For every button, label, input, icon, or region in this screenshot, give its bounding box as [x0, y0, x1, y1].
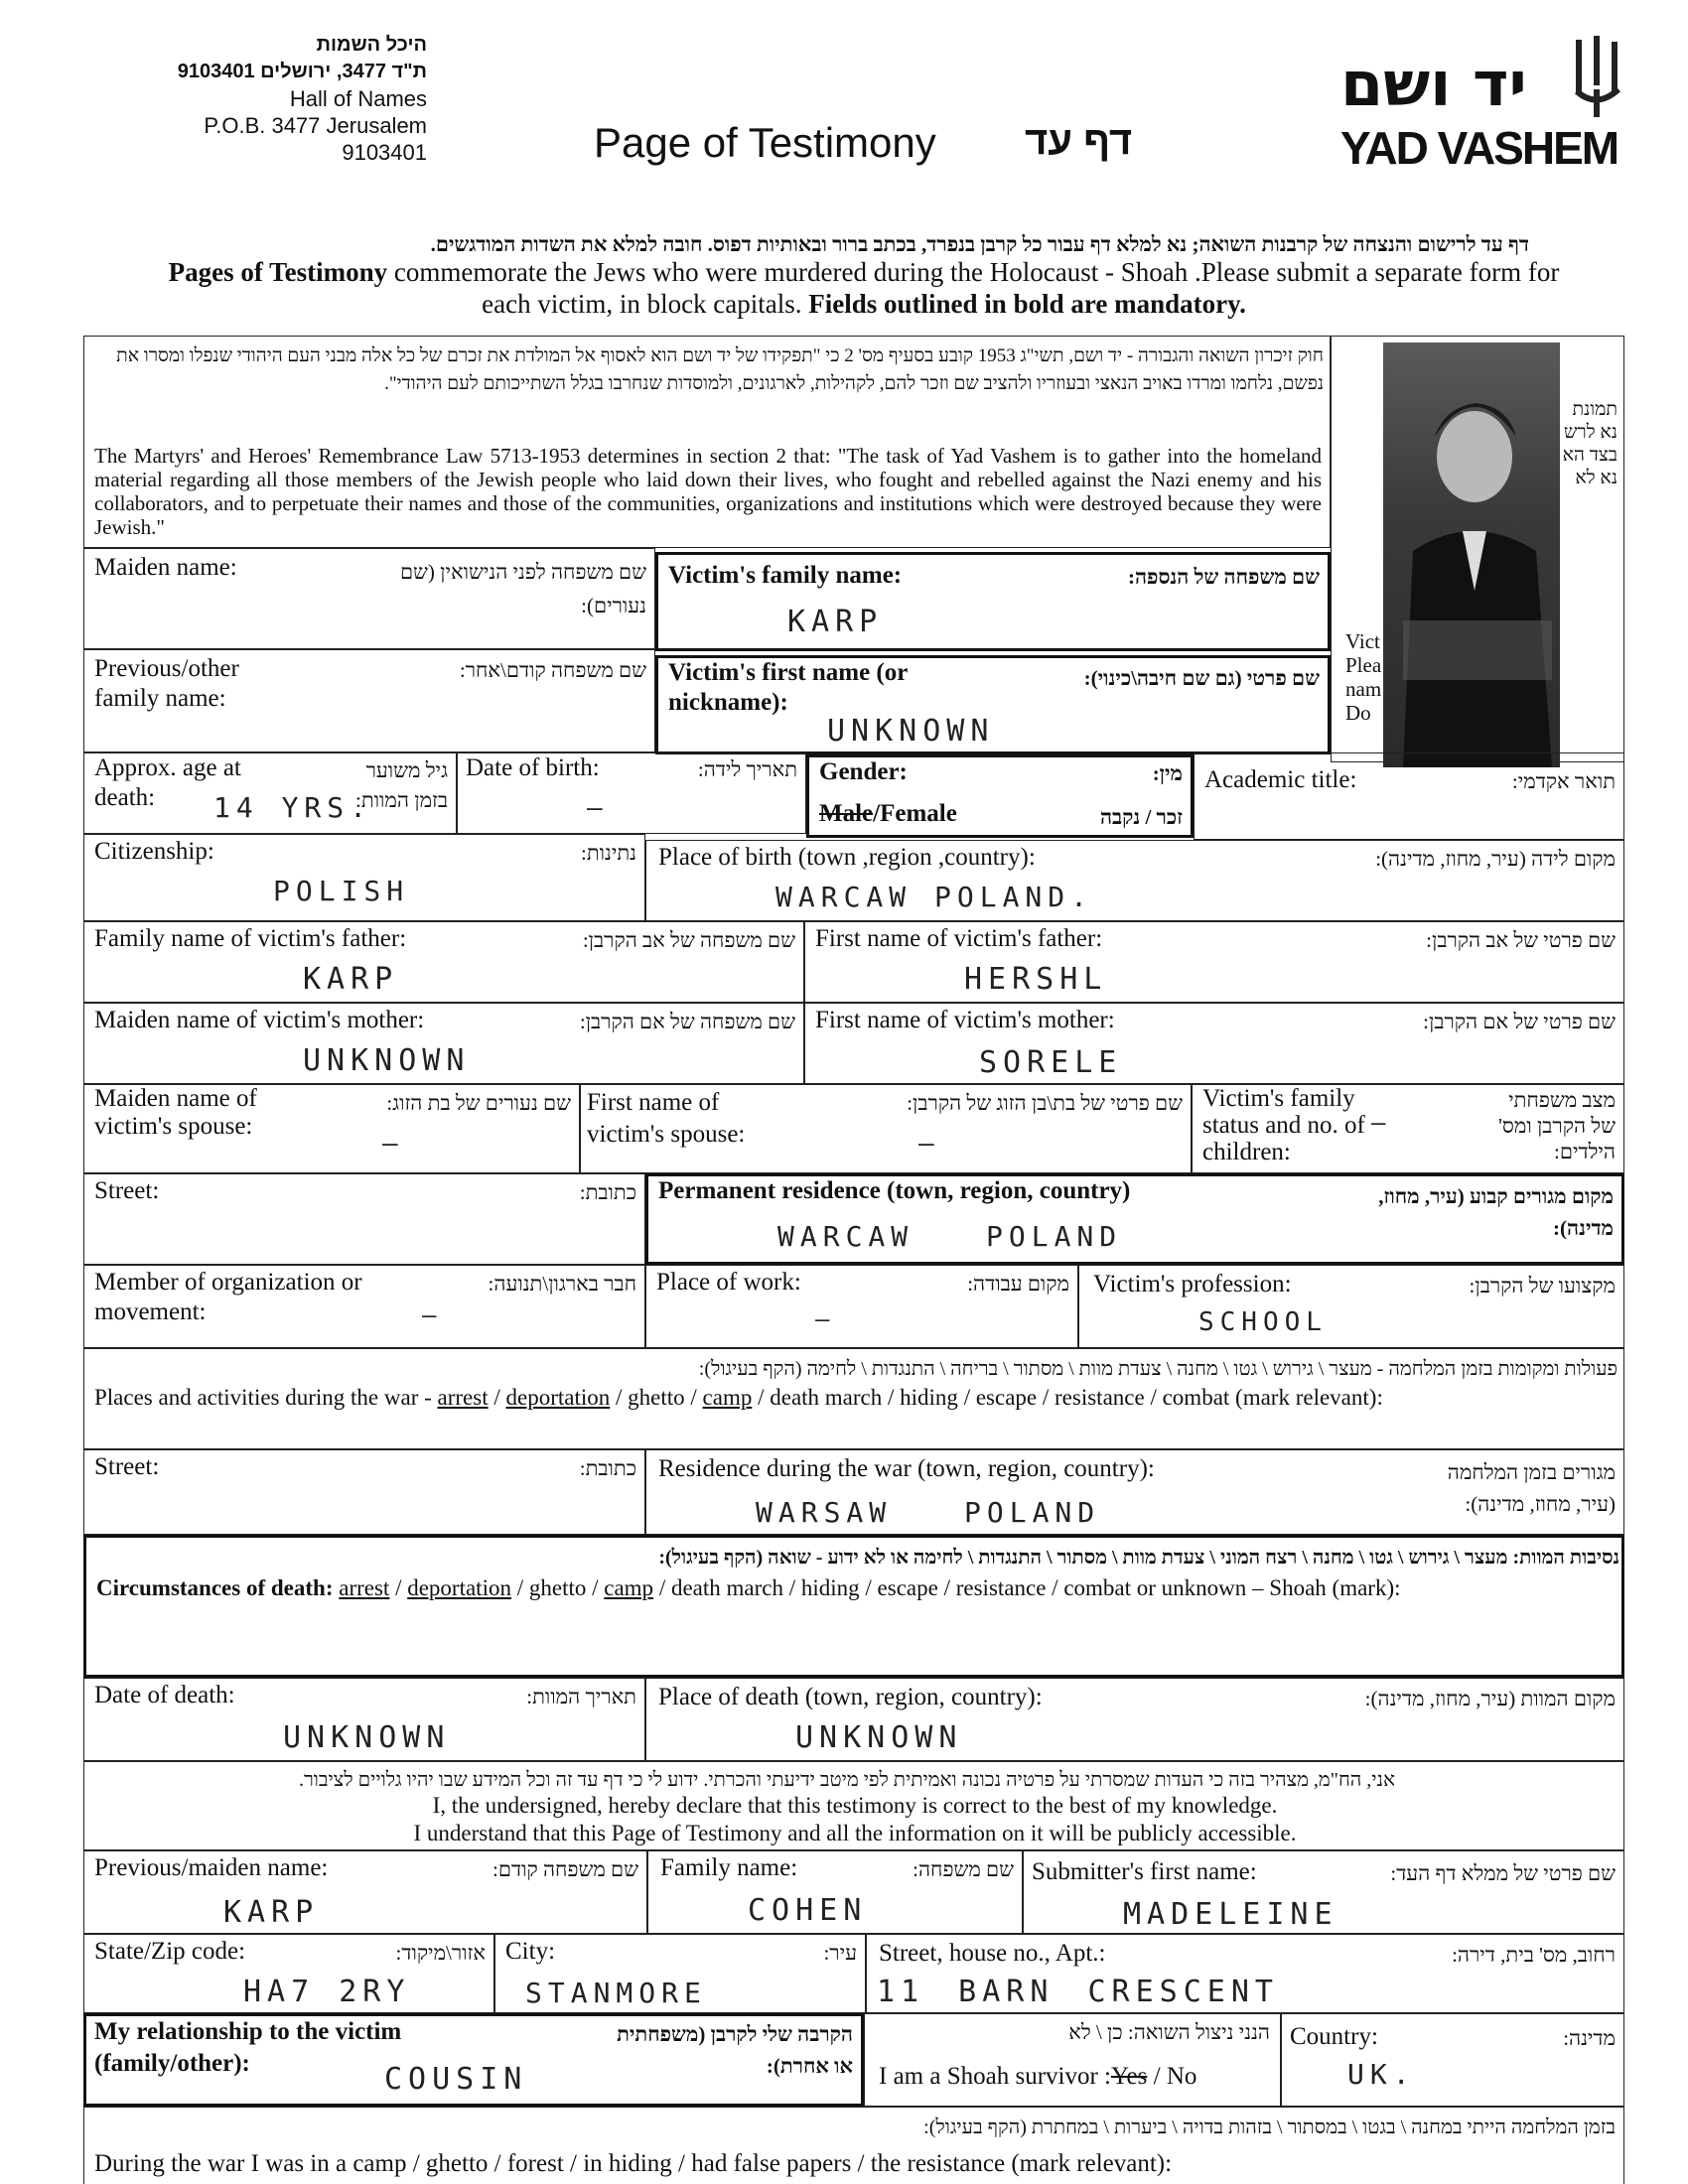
intro-bold: Pages of Testimony	[168, 257, 388, 287]
war-activities-options[interactable]: Places and activities during the war - arrest / deportation / ghetto / camp / death march / hiding / escape / resistance / combat (mark relevant):	[94, 1385, 1383, 1410]
submitter-street-field[interactable]: Street, house no., Apt.: רחוב, מס' בית, דירה: 11 BARN CRESCENT	[866, 1934, 1624, 2013]
death-date-value: UNKNOWN	[283, 1720, 451, 1755]
citizenship-field[interactable]: Citizenship: נתינות: POLISH	[83, 834, 645, 921]
father-family-name-field[interactable]: Family name of victim's father: שם משפחה של אב הקרבן: KARP	[83, 921, 804, 1003]
death-circumstances-field[interactable]: נסיבות המוות: מעצר \ גירוש \ גטו \ מחנה \ רצח המוני \ צעדת מוות \ מסתור \ התנגדות \ לחימה או לא ידוע - שואה (הקף בעיגול): Circumstances of death: arrest / deportation / ghetto / camp / death march / hiding / escape / resistance / combat or unknown – Shoah (mark):	[83, 1535, 1624, 1678]
law-box	[83, 336, 1331, 548]
birthplace-value: WARCAW POLAND.	[775, 881, 1094, 913]
submitter-family-value: COHEN	[748, 1893, 868, 1928]
age-at-death-field[interactable]: Approx. age at death: גיל משוער בזמן המוות: 14 YRS.	[83, 752, 457, 834]
profession-value: SCHOOL	[1198, 1307, 1328, 1337]
relationship-value: COUSIN	[384, 2062, 528, 2097]
page-title: Page of Testimony	[594, 119, 936, 166]
death-place-value: UNKNOWN	[795, 1720, 963, 1755]
submitter-prev-value: KARP	[223, 1895, 320, 1930]
place-of-work-field[interactable]: Place of work: מקום עבודה: —	[645, 1265, 1078, 1348]
dc-camp: camp	[604, 1575, 654, 1600]
city-field[interactable]: City: עיר: STANMORE	[494, 1934, 866, 2013]
spouse-maiden-name-field[interactable]: Maiden name of victim's spouse: שם נעורים של בת הזוג: —	[83, 1084, 580, 1173]
portrait-figure-icon	[1383, 342, 1560, 767]
war-activities-field[interactable]: פעולות ומקומות בזמן המלחמה - מעצר \ גירוש \ גטו \ מחנה \ צעדת מוות \ מסתור \ בריחה \ התנגדות \ לחימה (הקף בעיגול): Places and activities during the war - arrest / deportation / ghetto / camp / death march / hiding / escape / resistance / combat (mark relevant):	[83, 1348, 1624, 1449]
victim-family-name-field[interactable]: Victim's family name: שם משפחה של הנספה: KARP	[655, 552, 1331, 651]
gender-male-crossed: Male	[819, 800, 874, 827]
submitter-street-value: 11 BARN CRESCENT	[877, 1975, 1279, 2009]
submitter-previous-name-field[interactable]: Previous/maiden name: שם משפחה קודם: KARP	[83, 1850, 647, 1934]
intro-english	[99, 256, 1628, 320]
wa-arrest: arrest	[437, 1385, 489, 1410]
survivor-no: / No	[1153, 2063, 1197, 2090]
date-of-death-field[interactable]: Date of death: תאריך המוות: UNKNOWN	[83, 1678, 645, 1761]
mother-first-name-field[interactable]: First name of victim's mother: שם פרטי של אם הקרבן: SORELE	[804, 1003, 1624, 1084]
country-value: UK.	[1347, 2058, 1416, 2091]
mother-maiden-value: UNKNOWN	[303, 1043, 471, 1078]
law-english: The Martyrs' and Heroes' Remembrance Law 5713-1953 determines in section 2 that: "The task of Yad Vashem is to gather into the homeland material regarding all those members of the Jewish people who laid down their lives, who fought and rebelled against the Nazi enemy and his collaborators, and to perpetuate their names and those of the communities, organizations and institutions which were destroyed because they were Jewish."	[94, 444, 1322, 539]
place-of-birth-field[interactable]: Place of birth (town ,region ,country): מקום לידה (עיר, מחוז, מדינה): WARCAW POLAND.	[645, 840, 1624, 921]
date-of-birth-field[interactable]: Date of birth: תאריך לידה: —	[457, 752, 806, 834]
gender-field[interactable]: Gender: מין: Male/Female זכר / נקבה	[806, 754, 1194, 838]
pob-address: P.O.B. 3477 Jerusalem 9103401	[204, 113, 427, 165]
dc-arrest: arrest	[339, 1575, 390, 1600]
photo-he-text: תמונת נא לרש בצד הא נא לא	[1562, 399, 1618, 488]
profession-field[interactable]: Victim's profession: מקצועו של הקרבן: SCHOOL	[1078, 1265, 1624, 1348]
previous-name-field[interactable]: Previous/other family name: שם משפחה קודם\אחר:	[83, 649, 655, 752]
survivor-yes-crossed: Yes	[1110, 2063, 1148, 2090]
perm-residence-value: WARCAW POLAND	[777, 1220, 1123, 1253]
first-name-value: UNKNOWN	[827, 714, 995, 749]
declaration-line-1: I, the undersigned, hereby declare that this testimony is correct to the best of my knowledge.	[432, 1793, 1278, 1818]
intro-line-2: each victim, in block capitals.	[482, 289, 802, 319]
declaration-box: אני, הח"מ, מצהיר בזה כי העדות שמסרתי על פרטיה נכונה ואמיתית לפי מיטב ידיעתי והכרתי. ידוע לי כי דף עד זה וכל המידע שבו יהיו גלויים לציבור. I, the undersigned, hereby declare that this testimony is correct to the best of my knowledge. I understand that this Page of Testimony and all the information on it will be publicly accessible.	[83, 1761, 1624, 1850]
organization-field[interactable]: Member of organization or movement: חבר בארגון\תנועה: —	[83, 1265, 645, 1348]
spouse-maiden-value: —	[382, 1129, 404, 1159]
wa-deportation: deportation	[505, 1385, 611, 1410]
zip-code-field[interactable]: State/Zip code: אזור\מיקוד: HA7 2RY	[83, 1934, 494, 2013]
logo-english: YAD VASHEM	[1340, 122, 1618, 174]
submitter-war-location-field[interactable]: בזמן המלחמה הייתי במחנה \ בגטו \ במסתור \ בזהות בדויה \ ביערות \ במחתרת (הקף בעיגול): During the war I was in a camp / ghetto / forest / in hiding / had false papers / the resistance (mark relevant):	[83, 2107, 1624, 2184]
he-org-name: היכל השמות	[316, 34, 427, 56]
page-title-he: דף עד	[1025, 119, 1133, 163]
place-of-death-field[interactable]: Place of death (town, region, country): מקום המוות (עיר, מחוז, מדינה): UNKNOWN	[645, 1678, 1624, 1761]
victim-photo	[1383, 342, 1560, 767]
country-field[interactable]: Country: מדינה: UK.	[1281, 2013, 1624, 2107]
war-residence-field[interactable]: Residence during the war (town, region, country): מגורים בזמן המלחמה (עיר, מחוז, מדינה): WARSAW POLAND	[645, 1449, 1624, 1535]
header-address-block	[159, 32, 427, 166]
logo-hebrew: יד ושם	[1340, 48, 1527, 120]
death-circumstances-options[interactable]: Circumstances of death: arrest / deportation / ghetto / camp / death march / hiding / escape / resistance / combat or unknown – Shoah (mark):	[96, 1575, 1401, 1600]
intro-line-1: commemorate the Jews who were murdered during the Holocaust - Shoah .Please submit a separate form for	[393, 257, 1560, 287]
permanent-residence-field[interactable]: Permanent residence (town, region, country) מקום מגורים קבוע (עיר, מחוז, מדינה): WARCAW POLAND	[645, 1173, 1624, 1265]
declaration-line-2: I understand that this Page of Testimony and all the information on it will be publicly accessible.	[413, 1821, 1297, 1845]
mother-first-value: SORELE	[979, 1045, 1123, 1080]
submitter-family-name-field[interactable]: Family name: שם משפחה: COHEN	[647, 1850, 1023, 1934]
intro-hebrew: דף עד לרישום והנצחה של קרבנות השואה; נא למלא דף עבור כל קרבן בנפרד, בכתב ברור ובאותיות דפוס. חובה למלא את השדות המודגשים.	[430, 232, 1529, 256]
relationship-field[interactable]: My relationship to the victim (family/other): הקרבה שלי לקרבן (משפחתית או אחרת): COUSIN	[83, 2013, 864, 2107]
war-street-field[interactable]: Street: כתובת:	[83, 1449, 645, 1535]
law-hebrew: חוק זיכרון השואה והגבורה - יד ושם, תשי"ג 1953 קובע בסעיף מס' 2 כי "תפקידו של יד ושם הוא לאסוף אל המולדת את זכרם של כל אלה מבני העם היהודי שנפלו ומסרו את נפשם, נלחמו ומרדו באויב הנאצי ובעוזריו ולהציב שם וזכר להם, לקהילות, לארגונים, ולמוסדות שנחרבו בגלל השתייכותם לעם היהודי".	[116, 345, 1324, 394]
father-first-value: HERSHL	[964, 962, 1108, 997]
intro-mandatory: Fields outlined in bold are mandatory.	[808, 289, 1246, 319]
mother-maiden-name-field[interactable]: Maiden name of victim's mother: שם משפחה של אם הקרבן: UNKNOWN	[83, 1003, 804, 1084]
workplace-value: —	[815, 1305, 836, 1333]
city-value: STANMORE	[525, 1977, 707, 2009]
citizenship-value: POLISH	[273, 875, 410, 907]
gender-options[interactable]	[819, 799, 957, 829]
submitter-first-name-field[interactable]: Submitter's first name: שם פרטי של ממלא דף העד: MADELEINE	[1023, 1850, 1624, 1934]
he-address: ת"ד 3477, ירושלים 9103401	[177, 61, 427, 82]
father-first-name-field[interactable]: First name of victim's father: שם פרטי של אב הקרבן: HERSHL	[804, 921, 1624, 1003]
gender-female: /Female	[873, 800, 957, 827]
street-field[interactable]: Street: כתובת:	[83, 1173, 645, 1265]
dc-deportation: deportation	[407, 1575, 511, 1600]
victim-first-name-field[interactable]: Victim's first name (or nickname): שם פרטי (גם שם חיבה\כינוי): UNKNOWN	[655, 655, 1331, 754]
organization-value: —	[422, 1301, 443, 1329]
family-status-field[interactable]: Victim's family status and no. of children: מצב משפחתי של הקרבן ומס' הילדים: —	[1192, 1084, 1624, 1173]
photo-en-text: Vict Plea nam Do	[1345, 629, 1382, 725]
survivor-options[interactable]: I am a Shoah survivor :Yes / No	[879, 2063, 1197, 2090]
wa-camp: camp	[702, 1385, 753, 1410]
maiden-name-field[interactable]: Maiden name: שם משפחה לפני הנישואין (שם נעורים):	[83, 548, 655, 649]
hall-of-names: Hall of Names	[289, 86, 427, 111]
war-residence-value: WARSAW POLAND	[756, 1496, 1101, 1529]
dob-value: —	[587, 793, 609, 823]
family-status-value: —	[1371, 1109, 1392, 1137]
spouse-first-name-field[interactable]: First name of victim's spouse: שם פרטי של בת\בן הזוג של הקרבן: —	[580, 1084, 1192, 1173]
zip-value: HA7 2RY	[243, 1975, 411, 2009]
academic-title-field[interactable]: Academic title: תואר אקדמי:	[1194, 752, 1624, 840]
submitter-first-value: MADELEINE	[1123, 1897, 1338, 1932]
father-family-value: KARP	[303, 962, 399, 997]
survivor-field[interactable]: הנני ניצול השואה: כן \ לא I am a Shoah survivor :Yes / No	[864, 2013, 1281, 2107]
family-name-value: KARP	[787, 605, 884, 639]
age-value: 14 YRS.	[213, 791, 373, 824]
yad-vashem-logo	[1340, 30, 1638, 179]
spouse-first-value: —	[918, 1129, 940, 1159]
